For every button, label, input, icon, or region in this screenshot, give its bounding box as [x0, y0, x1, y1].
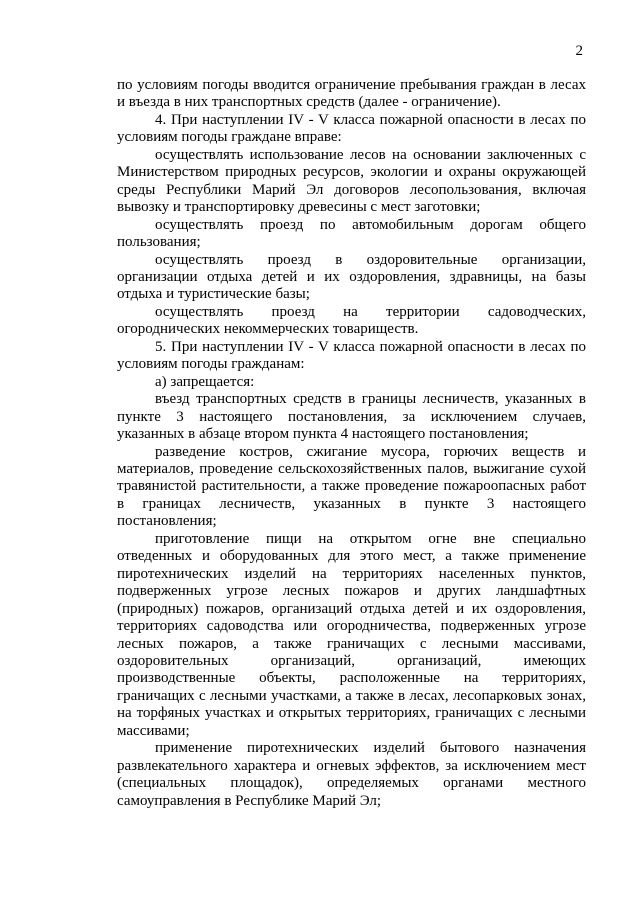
paragraph: осуществлять проезд по автомобильным дорогам общего пользования; [117, 216, 586, 251]
paragraph: по условиям погоды вводится ограничение пребывания граждан в лесах и въезда в них транспортных средств (далее - ограничение). [117, 77, 586, 111]
page-number: 2 [575, 43, 583, 59]
paragraph: осуществлять использование лесов на основании заключенных с Министерством природных ресурсов, экологии и охраны окружающей среды Республики Марий Эл договоров лесопользования, включая вывозку и транспортировку древесины с мест заготовки; [117, 146, 586, 216]
paragraph: 5. При наступлении IV - V класса пожарной опасности в лесах по условиям погоды гражданам: [117, 338, 586, 373]
paragraph: въезд транспортных средств в границы лесничеств, указанных в пункте 3 настоящего постановления, за исключением случаев, указанных в абзаце втором пункта 4 настоящего постановления; [117, 391, 586, 443]
paragraph: 4. При наступлении IV - V класса пожарной опасности в лесах по условиям погоды граждане вправе: [117, 111, 586, 146]
paragraph: а) запрещается: [155, 373, 255, 390]
paragraph: осуществлять проезд на территории садоводческих, огороднических некоммерческих товариществ. [117, 303, 586, 338]
paragraph: осуществлять проезд в оздоровительные организации, организации отдыха детей и их оздоровления, здравницы, на базы отдыха и туристические базы; [117, 251, 586, 303]
paragraph: применение пиротехнических изделий бытового назначения развлекательного характера и огневых эффектов, за исключением мест (специальных площадок), определяемых органами местного самоуправления в Республике Марий Эл; [117, 740, 586, 809]
document-body [117, 77, 586, 810]
paragraph: приготовление пищи на открытом огне вне специально отведенных и оборудованных для этого мест, а также применение пиротехнических изделий на территориях населенных пунктов, подверженных угрозе лесных пожаров и других ландшафтных (природных) пожаров, организаций отдыха детей и их оздоровления, территориях садоводства или огородничества, подверженных угрозе лесных пожаров, а также граничащих с лесными массивами, оздоровительных организаций, организаций, имеющих производственные объекты, расположенные на территориях, граничащих с лесными участками, а также в лесах, лесопарковых зонах, на торфяных участках и открытых территориях, граничащих с лесными массивами; [117, 530, 586, 739]
paragraph: разведение костров, сжигание мусора, горючих веществ и материалов, проведение сельскохозяйственных палов, выжигание сухой травянистой растительности, а также проведение пожароопасных работ в границах лесничеств, указанных в пункте 3 настоящего постановления; [117, 443, 586, 530]
